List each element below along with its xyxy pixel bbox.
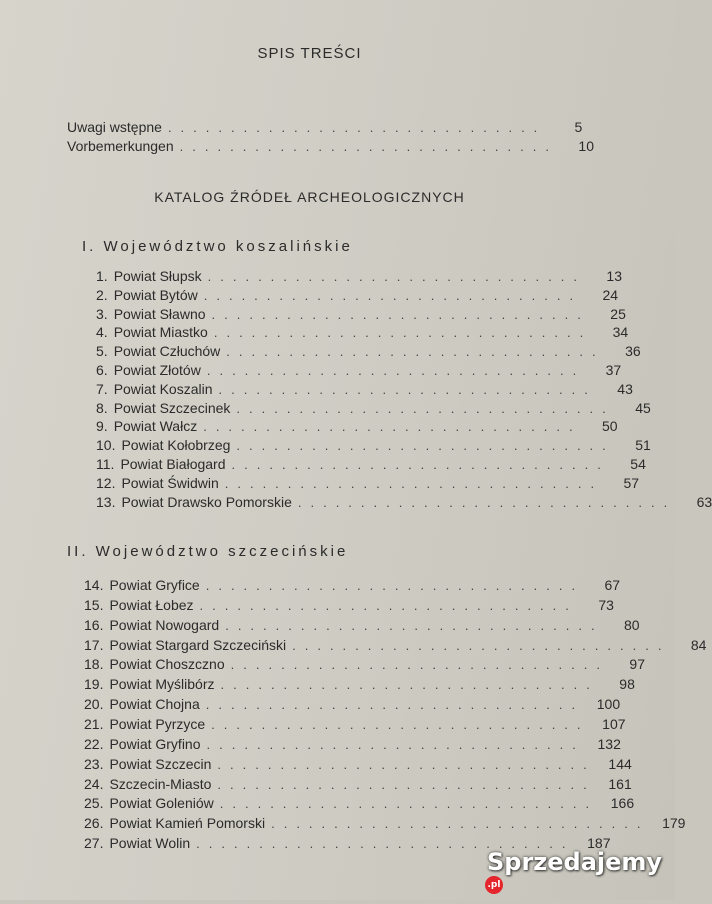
entry-label: Powiat Człuchów bbox=[113, 343, 221, 360]
toc-entry bbox=[84, 795, 635, 812]
entry-number: 16. bbox=[84, 616, 104, 633]
entry-page: 80 bbox=[623, 616, 640, 633]
dot-leader: .............................. bbox=[271, 816, 650, 832]
entry-label: Powiat Szczecin bbox=[109, 755, 212, 772]
entry-label: Powiat Wałcz bbox=[113, 418, 198, 435]
toc-entry bbox=[84, 715, 626, 732]
entry-page: 25 bbox=[610, 305, 626, 322]
dot-leader: .............................. bbox=[292, 637, 671, 653]
entry-number: 21. bbox=[84, 715, 104, 732]
entry-number: 7. bbox=[96, 380, 108, 397]
entry-page: 57 bbox=[623, 474, 640, 491]
dot-leader: .............................. bbox=[207, 269, 586, 284]
entry-number: 27. bbox=[84, 835, 104, 852]
entry-number: 2. bbox=[96, 286, 108, 303]
entry-label: Powiat Świdwin bbox=[121, 474, 219, 491]
toc-entry bbox=[96, 268, 622, 284]
section-heading: II. Województwo szczecińskie bbox=[67, 543, 349, 560]
dot-leader: .............................. bbox=[297, 494, 677, 510]
entry-label: Powiat Słupsk bbox=[113, 268, 202, 284]
entry-label: Powiat Bytów bbox=[113, 286, 198, 303]
entry-number: 6. bbox=[96, 362, 108, 378]
entry-label: Powiat Myślibórz bbox=[109, 676, 215, 693]
entry-label: Powiat Stargard Szczeciński bbox=[109, 636, 287, 653]
entry-page: 166 bbox=[610, 795, 635, 812]
toc-entry bbox=[96, 324, 629, 341]
dot-leader: .............................. bbox=[167, 120, 547, 135]
entry-number: 22. bbox=[84, 735, 104, 752]
toc-entry bbox=[96, 493, 712, 510]
entry-label: Uwagi wstępne bbox=[67, 119, 162, 135]
entry-page: 10 bbox=[578, 138, 594, 154]
dot-leader: .............................. bbox=[217, 776, 596, 792]
toc-entry bbox=[96, 305, 626, 322]
entry-page: 24 bbox=[602, 286, 619, 303]
dot-leader: .............................. bbox=[224, 475, 604, 491]
dot-leader: .............................. bbox=[230, 657, 609, 673]
toc-entry bbox=[84, 577, 621, 593]
entry-label: Powiat Goleniów bbox=[109, 795, 214, 812]
entry-number: 15. bbox=[84, 596, 104, 613]
toc-entry bbox=[96, 286, 619, 303]
entry-number: 18. bbox=[84, 656, 104, 673]
dot-leader: .............................. bbox=[226, 344, 605, 360]
toc-entry bbox=[84, 775, 632, 792]
entry-number: 10. bbox=[96, 437, 116, 454]
entry-number: 4. bbox=[96, 324, 108, 341]
entry-label: Vorbemerkungen bbox=[67, 138, 174, 154]
entry-number: 3. bbox=[96, 305, 108, 322]
entry-label: Powiat Złotów bbox=[113, 362, 201, 378]
entry-page: 63 bbox=[696, 493, 712, 510]
entry-number: 19. bbox=[84, 676, 104, 693]
dot-leader: .............................. bbox=[220, 677, 599, 693]
toc-entry bbox=[96, 437, 651, 454]
watermark-logo bbox=[487, 848, 675, 904]
entry-label: Powiat Choszczno bbox=[109, 656, 225, 673]
entry-number: 9. bbox=[96, 418, 108, 435]
entry-label: Powiat Kołobrzeg bbox=[121, 437, 231, 454]
toc-entry bbox=[84, 696, 621, 713]
entry-page: 179 bbox=[662, 815, 686, 832]
entry-page: 107 bbox=[602, 715, 626, 732]
entry-label: Powiat Kamień Pomorski bbox=[109, 815, 266, 832]
watermark-badge: .pl bbox=[485, 876, 503, 894]
entry-page: 187 bbox=[587, 835, 611, 852]
toc-entry bbox=[96, 418, 618, 435]
entry-number: 8. bbox=[96, 399, 108, 416]
entry-number: 26. bbox=[84, 815, 104, 832]
toc-entry bbox=[84, 676, 635, 693]
entry-page: 34 bbox=[612, 324, 629, 341]
entry-page: 98 bbox=[619, 676, 635, 693]
toc-entry bbox=[96, 399, 651, 416]
entry-label: Powiat Sławno bbox=[113, 305, 206, 322]
entry-label: Powiat Koszalin bbox=[113, 380, 213, 397]
dot-leader: .............................. bbox=[219, 796, 599, 812]
dot-leader: .............................. bbox=[205, 697, 585, 713]
entry-page: 144 bbox=[608, 755, 632, 772]
entry-page: 67 bbox=[604, 577, 621, 593]
entry-number: 23. bbox=[84, 755, 104, 772]
page-title: SPIS TREŚCI bbox=[257, 45, 362, 62]
dot-leader: .............................. bbox=[236, 438, 615, 454]
entry-page: 43 bbox=[617, 380, 633, 397]
intro-entry bbox=[67, 138, 594, 154]
dot-leader: .............................. bbox=[179, 139, 558, 154]
dot-leader: .............................. bbox=[199, 597, 578, 613]
entry-page: 161 bbox=[608, 775, 632, 792]
entry-page: 36 bbox=[625, 343, 641, 360]
entry-page: 5 bbox=[574, 119, 583, 135]
entry-number: 24. bbox=[84, 775, 104, 792]
entry-label: Powiat Nowogard bbox=[109, 616, 220, 633]
toc-entry bbox=[96, 343, 641, 360]
toc-entry bbox=[84, 616, 640, 633]
intro-entry bbox=[67, 119, 583, 135]
catalog-heading: KATALOG ŹRÓDEŁ ARCHEOLOGICZNYCH bbox=[154, 189, 465, 205]
dot-leader: .............................. bbox=[211, 306, 590, 322]
dot-leader: .............................. bbox=[211, 716, 590, 732]
entry-page: 51 bbox=[635, 437, 651, 454]
dot-leader: .............................. bbox=[217, 756, 596, 772]
entry-number: 20. bbox=[84, 696, 104, 713]
entry-page: 54 bbox=[630, 456, 646, 472]
entry-label: Powiat Szczecinek bbox=[113, 399, 231, 416]
entry-label: Szczecin-Miasto bbox=[109, 775, 212, 792]
entry-page: 100 bbox=[596, 696, 621, 713]
toc-entry bbox=[84, 636, 707, 653]
entry-page: 132 bbox=[597, 735, 621, 752]
entry-number: 12. bbox=[96, 474, 116, 491]
entry-label: Powiat Wolin bbox=[109, 835, 191, 852]
toc-entry bbox=[84, 815, 686, 832]
dot-leader: .............................. bbox=[218, 381, 597, 397]
watermark-text: Sprzedajemy bbox=[487, 848, 663, 876]
dot-leader: .............................. bbox=[206, 363, 586, 378]
entry-page: 84 bbox=[690, 636, 707, 653]
dot-leader: .............................. bbox=[203, 287, 583, 303]
toc-entry bbox=[96, 474, 640, 491]
dot-leader: .............................. bbox=[196, 836, 575, 852]
entry-page: 45 bbox=[635, 399, 651, 416]
entry-page: 50 bbox=[601, 418, 618, 435]
section-heading: I. Województwo koszalińskie bbox=[82, 238, 353, 255]
entry-label: Powiat Miastko bbox=[113, 324, 208, 341]
entry-number: 25. bbox=[84, 795, 104, 812]
dot-leader: .............................. bbox=[206, 736, 585, 752]
entry-page: 37 bbox=[605, 362, 622, 378]
entry-number: 5. bbox=[96, 343, 108, 360]
toc-entry bbox=[84, 735, 621, 752]
toc-entry bbox=[96, 380, 633, 397]
dot-leader: .............................. bbox=[225, 617, 604, 633]
entry-label: Powiat Łobez bbox=[109, 596, 194, 613]
dot-leader: .............................. bbox=[205, 578, 585, 593]
entry-label: Powiat Gryfice bbox=[109, 577, 200, 593]
entry-label: Powiat Chojna bbox=[109, 696, 200, 713]
entry-number: 11. bbox=[96, 456, 115, 472]
entry-label: Powiat Pyrzyce bbox=[109, 715, 206, 732]
entry-number: 17. bbox=[84, 636, 104, 653]
toc-entry bbox=[84, 656, 645, 673]
toc-entry bbox=[96, 362, 622, 378]
entry-label: Powiat Gryfino bbox=[109, 735, 201, 752]
entry-number: 1. bbox=[96, 268, 108, 284]
dot-leader: .............................. bbox=[236, 400, 615, 416]
entry-page: 13 bbox=[606, 268, 622, 284]
entry-number: 14. bbox=[84, 577, 104, 593]
dot-leader: .............................. bbox=[213, 325, 593, 341]
entry-label: Powiat Drawsko Pomorskie bbox=[121, 493, 292, 510]
toc-entry bbox=[96, 456, 646, 472]
entry-page: 73 bbox=[598, 596, 614, 613]
dot-leader: .............................. bbox=[231, 457, 610, 472]
dot-leader: .............................. bbox=[203, 419, 582, 435]
toc-entry bbox=[84, 755, 632, 772]
entry-page: 97 bbox=[629, 656, 645, 673]
entry-number: 13. bbox=[96, 493, 116, 510]
entry-label: Powiat Białogard bbox=[120, 456, 226, 472]
toc-entry bbox=[84, 596, 614, 613]
